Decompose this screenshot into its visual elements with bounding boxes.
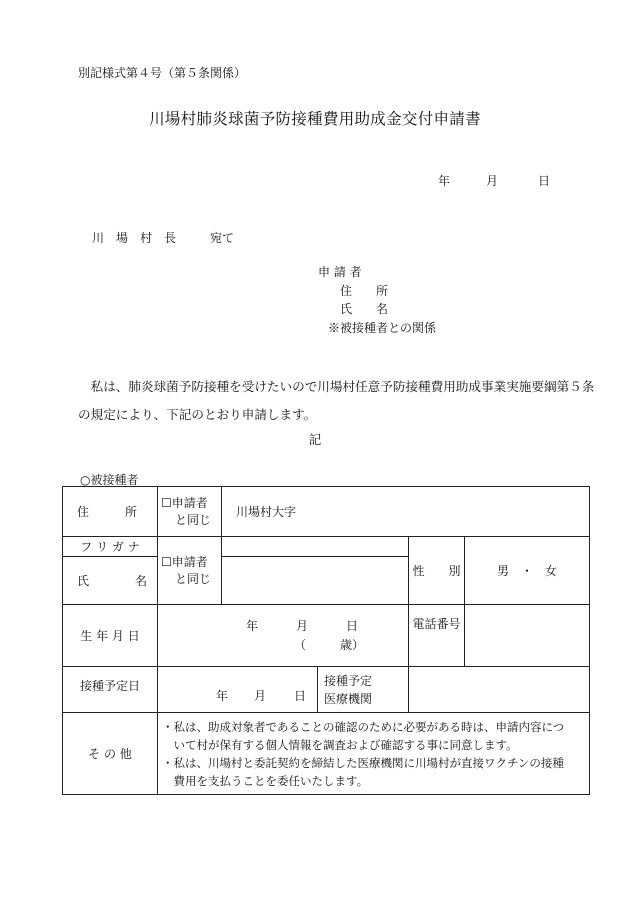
address-label-cell (63, 487, 158, 537)
phone-label-cell (409, 605, 465, 667)
recipient-form-table (62, 486, 590, 795)
name-label-2: 名 (134, 574, 147, 588)
section-label: ○被接種者 (80, 473, 139, 487)
consent-note-2-line-2: 費用を支払うことを委任いたします。 (173, 773, 369, 788)
address-same-line-1: ☐申請者 (161, 495, 208, 510)
name-field[interactable] (222, 557, 409, 605)
date-line (438, 172, 550, 189)
ki-heading: 記 (308, 432, 322, 447)
furigana-label: フ リ ガ ナ (80, 540, 140, 554)
birth-month-label: 月 (296, 618, 309, 633)
note-bullet-2: ・ (162, 755, 174, 770)
name-same-checkbox[interactable] (158, 537, 222, 605)
birth-year-label: 年 (246, 618, 259, 633)
name-same-line-1: ☐申請者 (161, 554, 208, 569)
date-year-label: 年 (438, 174, 451, 188)
applicant-block (318, 263, 436, 337)
name-label-cell (63, 557, 158, 605)
sex-value: 男 ・ 女 (497, 564, 558, 578)
schedule-label: 接種予定日 (79, 679, 140, 693)
consent-note-2-line-1: 私は、川場村と委託契約を締結した医療機関に川場村が直接ワクチンの接種 (173, 755, 564, 770)
address-same-checkbox[interactable] (158, 487, 222, 537)
date-month-label: 月 (486, 174, 499, 188)
document-title: 川場村肺炎球菌予防接種費用助成金交付申請書 (149, 110, 481, 128)
consent-note-1-line-1: 私は、助成対象者であることの確認のために必要がある時は、申請内容につ (173, 719, 565, 734)
furigana-label-cell (63, 537, 158, 557)
schedule-label-cell (63, 667, 158, 713)
age-open: （ (294, 637, 307, 652)
sex-label: 性 別 (412, 564, 461, 578)
birth-label-cell (63, 605, 158, 667)
addressee (92, 229, 234, 246)
addressee-suffix: 宛て (210, 231, 235, 245)
other-label-cell (63, 713, 158, 795)
schedule-day-label: 日 (294, 689, 307, 703)
schedule-month-label: 月 (254, 689, 267, 703)
addressee-name: 川 場 村 長 (92, 231, 177, 245)
phone-field[interactable] (465, 605, 590, 667)
schedule-date-field[interactable] (158, 667, 318, 713)
facility-label-cell (318, 667, 409, 713)
consent-note-1-line-2: いて村が保有する個人情報を調査および確認する事に同意します。 (173, 737, 518, 752)
birth-date-field[interactable] (158, 605, 409, 667)
birth-label: 生 年 月 日 (80, 629, 140, 643)
applicant-label: 申 請 者 (318, 265, 362, 279)
body-paragraph: 私は、肺炎球菌予防接種を受けたいので川場村任意予防接種費用助成事業実施要綱第５条の規定により、下記のとおり申請します。 (78, 379, 595, 422)
phone-label: 電話番号 (412, 617, 461, 631)
applicant-relation-label: ※被接種者との関係 (328, 320, 437, 335)
name-same-line-2: と同じ (175, 571, 212, 586)
date-day-label: 日 (538, 174, 551, 188)
address-value: 川場村大字 (236, 505, 297, 519)
other-label: そ の 他 (88, 747, 132, 761)
address-value-field[interactable] (222, 487, 590, 537)
furigana-field[interactable] (222, 537, 409, 557)
birth-day-label: 日 (346, 618, 359, 633)
address-same-line-2: と同じ (175, 512, 212, 527)
applicant-address-label: 住 所 (340, 283, 389, 298)
note-bullet-1: ・ (162, 719, 174, 734)
name-label-1: 氏 (77, 574, 90, 588)
consent-notes (158, 713, 590, 795)
schedule-year-label: 年 (216, 689, 229, 703)
facility-label-2: 医療機関 (324, 691, 373, 706)
sex-label-cell (409, 537, 465, 605)
facility-label-1: 接種予定 (324, 673, 373, 688)
address-label: 住 所 (77, 505, 138, 519)
age-close: 歳） (340, 637, 365, 652)
facility-field[interactable] (409, 667, 590, 713)
applicant-name-label: 氏 名 (340, 302, 389, 316)
sex-select-field[interactable] (465, 537, 590, 605)
consent-note-2 (162, 754, 585, 790)
form-number: 別記様式第４号（第５条関係） (78, 66, 247, 80)
consent-note-1 (162, 718, 585, 754)
